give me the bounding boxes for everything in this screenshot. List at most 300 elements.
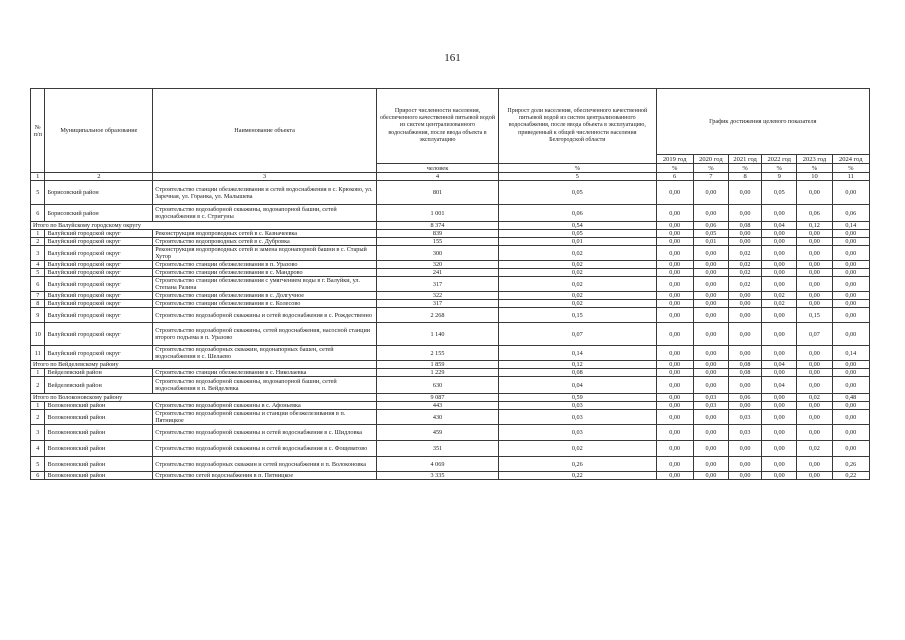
year-value-cell: 0,00	[797, 410, 832, 425]
year-value-cell: 0,00	[797, 425, 832, 441]
year-value-cell: 0,03	[729, 425, 762, 441]
population-increase-cell: 1 229	[376, 369, 498, 377]
year-header: 2022 год	[762, 155, 797, 164]
year-value-cell: 0,00	[729, 308, 762, 323]
share-increase-cell: 0,02	[499, 246, 656, 261]
year-value-cell: 0,00	[729, 402, 762, 410]
share-increase-cell: 0,02	[499, 277, 656, 292]
share-increase-cell: 0,07	[499, 323, 656, 346]
unit-percent: %	[797, 164, 832, 173]
year-value-cell: 0,00	[797, 300, 832, 308]
unit-percent: %	[499, 164, 656, 173]
object-name-cell: Строительство станции обезжелезивания и сетей водоснабжения в с. Крюково, ул. Заречная, ул. Горанка, ул. Малышева	[153, 181, 377, 205]
year-value-cell: 0,00	[656, 238, 693, 246]
year-value-cell: 0,00	[729, 441, 762, 457]
year-value-cell: 0,00	[656, 292, 693, 300]
object-name-cell: Строительство сетей водоснабжения в п. Пятницкое	[153, 472, 377, 480]
population-increase-cell: 801	[376, 181, 498, 205]
total-label: Итого по Валуйскому городскому округу	[31, 222, 377, 230]
year-value-cell: 0,00	[797, 369, 832, 377]
municipality-cell: Валуйский городской округ	[45, 230, 153, 238]
year-value-cell: 0,00	[656, 181, 693, 205]
row-number: 9	[31, 308, 45, 323]
page-number: 161	[444, 52, 461, 64]
year-value-cell: 0,04	[762, 222, 797, 230]
unit-percent: %	[729, 164, 762, 173]
row-number: 2	[31, 238, 45, 246]
year-header: 2020 год	[693, 155, 728, 164]
year-value-cell: 0,00	[656, 308, 693, 323]
municipality-cell: Валуйский городской округ	[45, 300, 153, 308]
col-number: 4	[376, 173, 498, 181]
year-value-cell: 0,00	[832, 323, 869, 346]
year-value-cell: 0,00	[693, 361, 728, 369]
total-label: Итого по Волоконовскому району	[31, 394, 377, 402]
share-increase-cell: 0,06	[499, 205, 656, 222]
col-number: 9	[762, 173, 797, 181]
municipality-cell: Борисовский район	[45, 181, 153, 205]
year-value-cell: 0,00	[832, 246, 869, 261]
year-value-cell: 0,00	[729, 230, 762, 238]
population-increase-cell: 4 069	[376, 457, 498, 472]
year-value-cell: 0,00	[693, 269, 728, 277]
municipality-cell: Валуйский городской округ	[45, 238, 153, 246]
year-value-cell: 0,00	[729, 457, 762, 472]
year-value-cell: 0,05	[693, 230, 728, 238]
share-increase-cell: 0,22	[499, 472, 656, 480]
row-number: 8	[31, 300, 45, 308]
share-increase-cell: 0,03	[499, 410, 656, 425]
year-value-cell: 0,00	[762, 369, 797, 377]
year-value-cell: 0,00	[693, 377, 728, 394]
table-row	[31, 410, 870, 425]
year-value-cell: 0,00	[762, 246, 797, 261]
year-value-cell: 0,05	[762, 181, 797, 205]
table-row	[31, 277, 870, 292]
share-increase-cell: 0,02	[499, 441, 656, 457]
table-body	[31, 181, 870, 480]
year-value-cell: 0,00	[762, 277, 797, 292]
year-value-cell: 0,00	[797, 238, 832, 246]
population-increase-cell: 317	[376, 277, 498, 292]
year-value-cell: 0,00	[797, 261, 832, 269]
year-value-cell: 0,15	[797, 308, 832, 323]
share-increase-cell: 0,02	[499, 269, 656, 277]
municipality-cell: Вейделевский район	[45, 369, 153, 377]
year-value-cell: 0,08	[729, 222, 762, 230]
year-value-cell: 0,00	[729, 472, 762, 480]
year-value-cell: 0,00	[656, 277, 693, 292]
population-increase-cell: 322	[376, 292, 498, 300]
row-number: 5	[31, 269, 45, 277]
year-value-cell: 0,00	[832, 402, 869, 410]
col-increase-header: Прирост численности населения, обеспеченного качественной питьевой водой из систем централизованного водоснабжения, после ввода объекта в эксплуатацию	[376, 89, 498, 164]
year-value-cell: 0,00	[693, 261, 728, 269]
year-value-cell: 0,00	[729, 292, 762, 300]
year-value-cell: 0,00	[762, 402, 797, 410]
col-number: 3	[153, 173, 377, 181]
table-row	[31, 292, 870, 300]
year-value-cell: 0,12	[797, 222, 832, 230]
col-number: 8	[729, 173, 762, 181]
object-name-cell: Строительство водозаборных скважин и сетей водоснабжения в п. Волоконовка	[153, 457, 377, 472]
table-row	[31, 246, 870, 261]
row-number: 6	[31, 472, 45, 480]
population-increase-cell: 241	[376, 269, 498, 277]
table-row	[31, 441, 870, 457]
table-row	[31, 300, 870, 308]
total-row	[31, 222, 870, 230]
year-value-cell: 0,00	[693, 346, 728, 361]
year-value-cell: 0,00	[656, 394, 693, 402]
year-value-cell: 0,00	[832, 441, 869, 457]
col-schedule-header: График достижения целевого показателя	[656, 89, 869, 155]
population-increase-cell: 155	[376, 238, 498, 246]
table-row	[31, 230, 870, 238]
object-name-cell: Строительство станции обезжелезивания в с. Долгучное	[153, 292, 377, 300]
year-value-cell: 0,00	[797, 181, 832, 205]
municipality-cell: Борисовский район	[45, 205, 153, 222]
year-value-cell: 0,00	[797, 269, 832, 277]
population-increase-cell: 459	[376, 425, 498, 441]
municipality-cell: Волоконовский район	[45, 441, 153, 457]
year-value-cell: 0,00	[762, 238, 797, 246]
table-row	[31, 261, 870, 269]
municipality-cell: Волоконовский район	[45, 457, 153, 472]
col-number: 1	[31, 173, 45, 181]
table-row	[31, 346, 870, 361]
year-value-cell: 0,00	[693, 323, 728, 346]
municipality-cell: Валуйский городской округ	[45, 346, 153, 361]
year-value-cell: 0,06	[729, 394, 762, 402]
year-value-cell: 0,00	[832, 300, 869, 308]
year-value-cell: 0,00	[656, 246, 693, 261]
year-value-cell: 0,06	[797, 205, 832, 222]
year-value-cell: 0,01	[693, 238, 728, 246]
share-increase-cell: 0,59	[499, 394, 656, 402]
table-row	[31, 238, 870, 246]
year-value-cell: 0,00	[762, 394, 797, 402]
year-value-cell: 0,14	[832, 346, 869, 361]
col-municipality-header: Муниципальное образование	[45, 89, 153, 173]
row-number: 1	[31, 402, 45, 410]
year-value-cell: 0,00	[832, 377, 869, 394]
population-increase-cell: 2 268	[376, 308, 498, 323]
year-value-cell: 0,00	[729, 346, 762, 361]
year-value-cell: 0,02	[729, 269, 762, 277]
unit-percent: %	[762, 164, 797, 173]
population-increase-cell: 839	[376, 230, 498, 238]
table-row	[31, 323, 870, 346]
year-value-cell: 0,00	[762, 441, 797, 457]
year-value-cell: 0,00	[762, 230, 797, 238]
year-value-cell: 0,00	[656, 261, 693, 269]
year-value-cell: 0,00	[797, 346, 832, 361]
year-value-cell: 0,00	[729, 205, 762, 222]
object-name-cell: Строительство водозаборной скважины и сетей водоснабжения в с. Фощеватово	[153, 441, 377, 457]
year-value-cell: 0,00	[762, 457, 797, 472]
municipality-cell: Валуйский городской округ	[45, 246, 153, 261]
year-value-cell: 0,02	[762, 300, 797, 308]
population-increase-cell: 317	[376, 300, 498, 308]
year-value-cell: 0,00	[797, 246, 832, 261]
object-name-cell: Строительство водозаборной скважины, водонапорной башни, сетей водоснабжения в с. Стригуны	[153, 205, 377, 222]
share-increase-cell: 0,05	[499, 181, 656, 205]
year-value-cell: 0,00	[729, 377, 762, 394]
municipality-cell: Волоконовский район	[45, 472, 153, 480]
share-increase-cell: 0,12	[499, 361, 656, 369]
year-value-cell: 0,00	[656, 346, 693, 361]
object-name-cell: Строительство водопроводных сетей в с. Дубровка	[153, 238, 377, 246]
year-value-cell: 0,00	[762, 323, 797, 346]
year-value-cell: 0,00	[693, 246, 728, 261]
population-increase-cell: 2 155	[376, 346, 498, 361]
row-number: 5	[31, 457, 45, 472]
row-number: 4	[31, 441, 45, 457]
unit-percent: %	[656, 164, 693, 173]
row-number: 2	[31, 377, 45, 394]
year-value-cell: 0,00	[656, 472, 693, 480]
share-increase-cell: 0,03	[499, 402, 656, 410]
year-value-cell: 0,00	[832, 410, 869, 425]
share-increase-cell: 0,08	[499, 369, 656, 377]
year-value-cell: 0,00	[797, 472, 832, 480]
object-name-cell: Строительство водозаборных скважин, водонапорных башен, сетей водоснабжения в с. Шелаево	[153, 346, 377, 361]
year-value-cell: 0,00	[832, 269, 869, 277]
year-value-cell: 0,03	[693, 402, 728, 410]
col-number: 7	[693, 173, 728, 181]
row-number: 3	[31, 246, 45, 261]
year-value-cell: 0,03	[729, 410, 762, 425]
year-value-cell: 0,00	[797, 292, 832, 300]
object-name-cell: Реконструкция водопроводных сетей в с. Казначеевка	[153, 230, 377, 238]
municipality-cell: Валуйский городской округ	[45, 269, 153, 277]
object-name-cell: Строительство станции обезжелезивания в с. Николаевка	[153, 369, 377, 377]
col-share-header: Прирост доли населения, обеспеченного качественной питьевой водой из систем централизованного водоснабжения, после ввода объекта в эксплуатацию, приведенный к общей численности населения Белгородской области	[499, 89, 656, 164]
table-row	[31, 205, 870, 222]
table-row	[31, 377, 870, 394]
year-value-cell: 0,00	[693, 292, 728, 300]
year-value-cell: 0,26	[832, 457, 869, 472]
year-value-cell: 0,00	[656, 377, 693, 394]
object-name-cell: Строительство водозаборной скважины, сетей водоснабжения, насосной станции второго подъема в п. Уразово	[153, 323, 377, 346]
year-header: 2023 год	[797, 155, 832, 164]
object-name-cell: Строительство водозаборной скважины, водонапорной башни, сетей водоснабжения в п. Вейделевка	[153, 377, 377, 394]
year-value-cell: 0,00	[729, 238, 762, 246]
row-number: 6	[31, 277, 45, 292]
year-value-cell: 0,00	[656, 402, 693, 410]
object-name-cell: Реконструкция водопроводных сетей и замена водонапорной башни в с. Старый Хутор	[153, 246, 377, 261]
year-value-cell: 0,00	[656, 457, 693, 472]
col-number: 6	[656, 173, 693, 181]
table-row	[31, 308, 870, 323]
share-increase-cell: 0,02	[499, 300, 656, 308]
year-value-cell: 0,00	[832, 181, 869, 205]
share-increase-cell: 0,04	[499, 377, 656, 394]
year-value-cell: 0,00	[656, 369, 693, 377]
table-row	[31, 425, 870, 441]
table-row	[31, 269, 870, 277]
table-header	[31, 89, 870, 181]
year-value-cell: 0,00	[762, 261, 797, 269]
col-number: 10	[797, 173, 832, 181]
population-increase-cell: 3 335	[376, 472, 498, 480]
year-value-cell: 0,00	[693, 181, 728, 205]
year-value-cell: 0,00	[729, 300, 762, 308]
object-name-cell: Строительство станции обезжелезивания в с. Колесово	[153, 300, 377, 308]
year-value-cell: 0,00	[693, 441, 728, 457]
col-number: 2	[45, 173, 153, 181]
year-value-cell: 0,00	[729, 323, 762, 346]
year-value-cell: 0,08	[729, 361, 762, 369]
year-value-cell: 0,00	[693, 369, 728, 377]
year-value-cell: 0,06	[832, 205, 869, 222]
year-value-cell: 0,00	[656, 222, 693, 230]
object-name-cell: Строительство водозаборной скважины в с. Афоньевка	[153, 402, 377, 410]
col-num-header: № п/п	[31, 89, 45, 173]
year-value-cell: 0,00	[762, 308, 797, 323]
year-value-cell: 0,02	[729, 246, 762, 261]
municipality-cell: Валуйский городской округ	[45, 323, 153, 346]
year-value-cell: 0,00	[656, 441, 693, 457]
population-increase-cell: 320	[376, 261, 498, 269]
year-value-cell: 0,02	[762, 292, 797, 300]
col-number: 11	[832, 173, 869, 181]
year-value-cell: 0,00	[832, 361, 869, 369]
water-supply-table	[30, 88, 870, 480]
population-increase-cell: 630	[376, 377, 498, 394]
table-row	[31, 369, 870, 377]
year-value-cell: 0,00	[797, 230, 832, 238]
object-name-cell: Строительство станции обезжелезивания с умягчением воды в г. Валуйки, ул. Степана Разина	[153, 277, 377, 292]
row-number: 1	[31, 230, 45, 238]
year-value-cell: 0,00	[656, 205, 693, 222]
year-value-cell: 0,00	[832, 425, 869, 441]
year-header: 2021 год	[729, 155, 762, 164]
municipality-cell: Волоконовский район	[45, 402, 153, 410]
year-value-cell: 0,04	[762, 361, 797, 369]
share-increase-cell: 0,14	[499, 346, 656, 361]
object-name-cell: Строительство водозаборной скважины и сетей водоснабжения в с. Рождественно	[153, 308, 377, 323]
total-row	[31, 394, 870, 402]
year-value-cell: 0,22	[832, 472, 869, 480]
municipality-cell: Вейделевский район	[45, 377, 153, 394]
year-value-cell: 0,00	[656, 269, 693, 277]
row-number: 5	[31, 181, 45, 205]
col-object-header: Наименование объекта	[153, 89, 377, 173]
population-increase-cell: 443	[376, 402, 498, 410]
year-value-cell: 0,00	[832, 369, 869, 377]
year-value-cell: 0,03	[693, 394, 728, 402]
population-increase-cell: 9 087	[376, 394, 498, 402]
year-value-cell: 0,00	[797, 457, 832, 472]
year-value-cell: 0,00	[832, 230, 869, 238]
row-number: 11	[31, 346, 45, 361]
share-increase-cell: 0,03	[499, 425, 656, 441]
year-header: 2019 год	[656, 155, 693, 164]
year-value-cell: 0,00	[693, 300, 728, 308]
municipality-cell: Валуйский городской округ	[45, 261, 153, 269]
row-number: 7	[31, 292, 45, 300]
unit-percent: %	[693, 164, 728, 173]
year-value-cell: 0,00	[656, 410, 693, 425]
year-value-cell: 0,00	[693, 308, 728, 323]
year-value-cell: 0,00	[693, 425, 728, 441]
population-increase-cell: 8 374	[376, 222, 498, 230]
year-value-cell: 0,08	[729, 369, 762, 377]
year-value-cell: 0,00	[656, 300, 693, 308]
unit-percent: %	[832, 164, 869, 173]
year-value-cell: 0,02	[729, 261, 762, 269]
object-name-cell: Строительство станции обезжелезивания в п. Уразово	[153, 261, 377, 269]
table-row	[31, 457, 870, 472]
population-increase-cell: 1 140	[376, 323, 498, 346]
share-increase-cell: 0,01	[499, 238, 656, 246]
year-value-cell: 0,00	[797, 402, 832, 410]
year-value-cell: 0,00	[832, 238, 869, 246]
year-header: 2024 год	[832, 155, 869, 164]
total-label: Итого по Вейделевскому району	[31, 361, 377, 369]
table-row	[31, 472, 870, 480]
year-value-cell: 0,00	[693, 205, 728, 222]
population-increase-cell: 430	[376, 410, 498, 425]
year-value-cell: 0,00	[656, 230, 693, 238]
year-value-cell: 0,00	[729, 181, 762, 205]
year-value-cell: 0,00	[656, 361, 693, 369]
share-increase-cell: 0,02	[499, 292, 656, 300]
year-value-cell: 0,48	[832, 394, 869, 402]
year-value-cell: 0,00	[797, 361, 832, 369]
table-row	[31, 181, 870, 205]
total-row	[31, 361, 870, 369]
municipality-cell: Валуйский городской округ	[45, 292, 153, 300]
object-name-cell: Строительство станции обезжелезивания в с. Мандрово	[153, 269, 377, 277]
year-value-cell: 0,00	[762, 425, 797, 441]
year-value-cell: 0,00	[762, 410, 797, 425]
year-value-cell: 0,07	[797, 323, 832, 346]
municipality-cell: Волоконовский район	[45, 425, 153, 441]
row-number: 3	[31, 425, 45, 441]
year-value-cell: 0,00	[762, 269, 797, 277]
row-number: 6	[31, 205, 45, 222]
population-increase-cell: 300	[376, 246, 498, 261]
year-value-cell: 0,00	[762, 346, 797, 361]
row-number: 1	[31, 369, 45, 377]
year-value-cell: 0,00	[693, 472, 728, 480]
year-value-cell: 0,00	[832, 261, 869, 269]
col-number: 5	[499, 173, 656, 181]
share-increase-cell: 0,54	[499, 222, 656, 230]
municipality-cell: Валуйский городской округ	[45, 277, 153, 292]
year-value-cell: 0,00	[797, 277, 832, 292]
population-increase-cell: 1 859	[376, 361, 498, 369]
year-value-cell: 0,00	[832, 292, 869, 300]
row-number: 10	[31, 323, 45, 346]
row-number: 2	[31, 410, 45, 425]
object-name-cell: Строительство водозаборной скважины и станции обезжелезивания в п. Пятницкое	[153, 410, 377, 425]
year-value-cell: 0,00	[693, 457, 728, 472]
unit-people: человек	[376, 164, 498, 173]
year-value-cell: 0,00	[797, 377, 832, 394]
year-value-cell: 0,00	[762, 205, 797, 222]
population-increase-cell: 351	[376, 441, 498, 457]
year-value-cell: 0,02	[797, 394, 832, 402]
year-value-cell: 0,02	[797, 441, 832, 457]
year-value-cell: 0,06	[693, 222, 728, 230]
municipality-cell: Валуйский городской округ	[45, 308, 153, 323]
year-value-cell: 0,02	[729, 277, 762, 292]
share-increase-cell: 0,02	[499, 261, 656, 269]
